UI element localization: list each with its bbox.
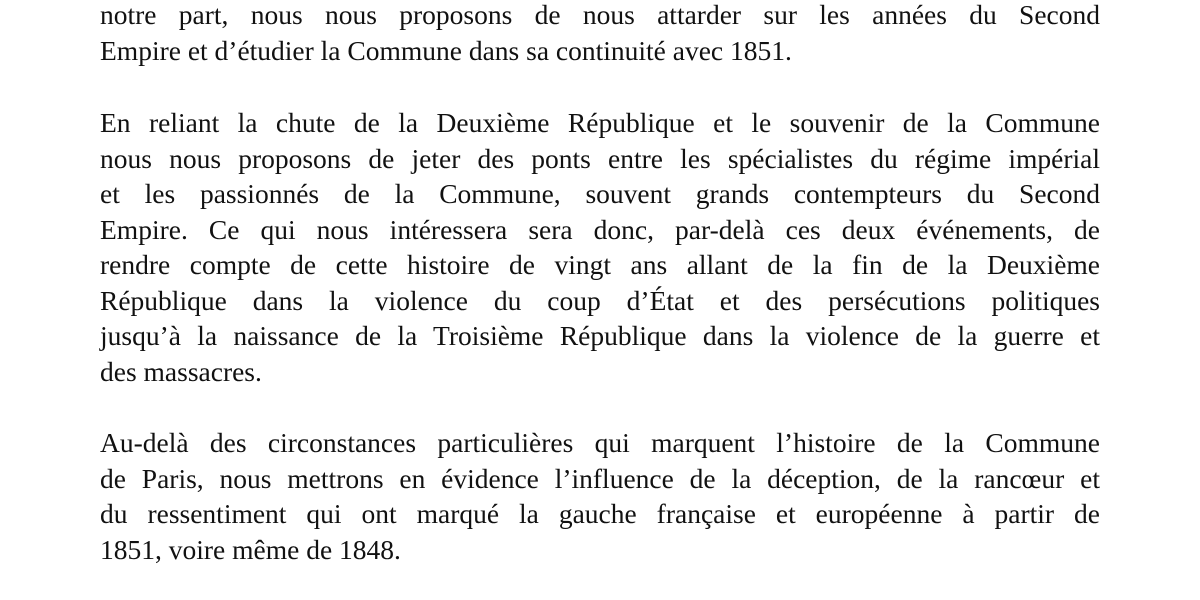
text-line: et les passionnés de la Commune, souvent grands contempteurs du Second — [100, 178, 1100, 209]
text-line: 1851, voire même de 1848. — [100, 533, 401, 565]
text-line: République dans la violence du coup d’État et des persécutions politiques — [100, 284, 1100, 316]
text-line: Au-delà des circonstances particulières qui marquent l’histoire de la Commune — [100, 427, 1100, 458]
text-line: notre part, nous nous proposons de nous attarder sur les années du Second — [100, 0, 1100, 30]
document-page — [100, 0, 1100, 600]
paragraph-2 — [100, 105, 1100, 389]
text-line: des massacres. — [100, 355, 262, 387]
text-line: nous nous proposons de jeter des ponts entre les spécialistes du régime impérial — [100, 142, 1100, 174]
paragraph-1 — [100, 0, 1100, 68]
text-line: Empire. Ce qui nous intéressera sera donc, par-delà ces deux événements, de — [100, 213, 1100, 245]
text-line: rendre compte de cette histoire de vingt ans allant de la fin de la Deuxième — [100, 249, 1100, 280]
paragraph-3 — [100, 425, 1100, 567]
text-line: En reliant la chute de la Deuxième République et le souvenir de la Commune — [100, 107, 1100, 138]
text-line: jusqu’à la naissance de la Troisième République dans la violence de la guerre et — [100, 320, 1100, 351]
text-line: Empire et d’étudier la Commune dans sa continuité avec 1851. — [100, 34, 792, 66]
text-line: du ressentiment qui ont marqué la gauche française et européenne à partir de — [100, 498, 1100, 529]
text-line: de Paris, nous mettrons en évidence l’influence de la déception, de la rancœur et — [100, 462, 1100, 494]
